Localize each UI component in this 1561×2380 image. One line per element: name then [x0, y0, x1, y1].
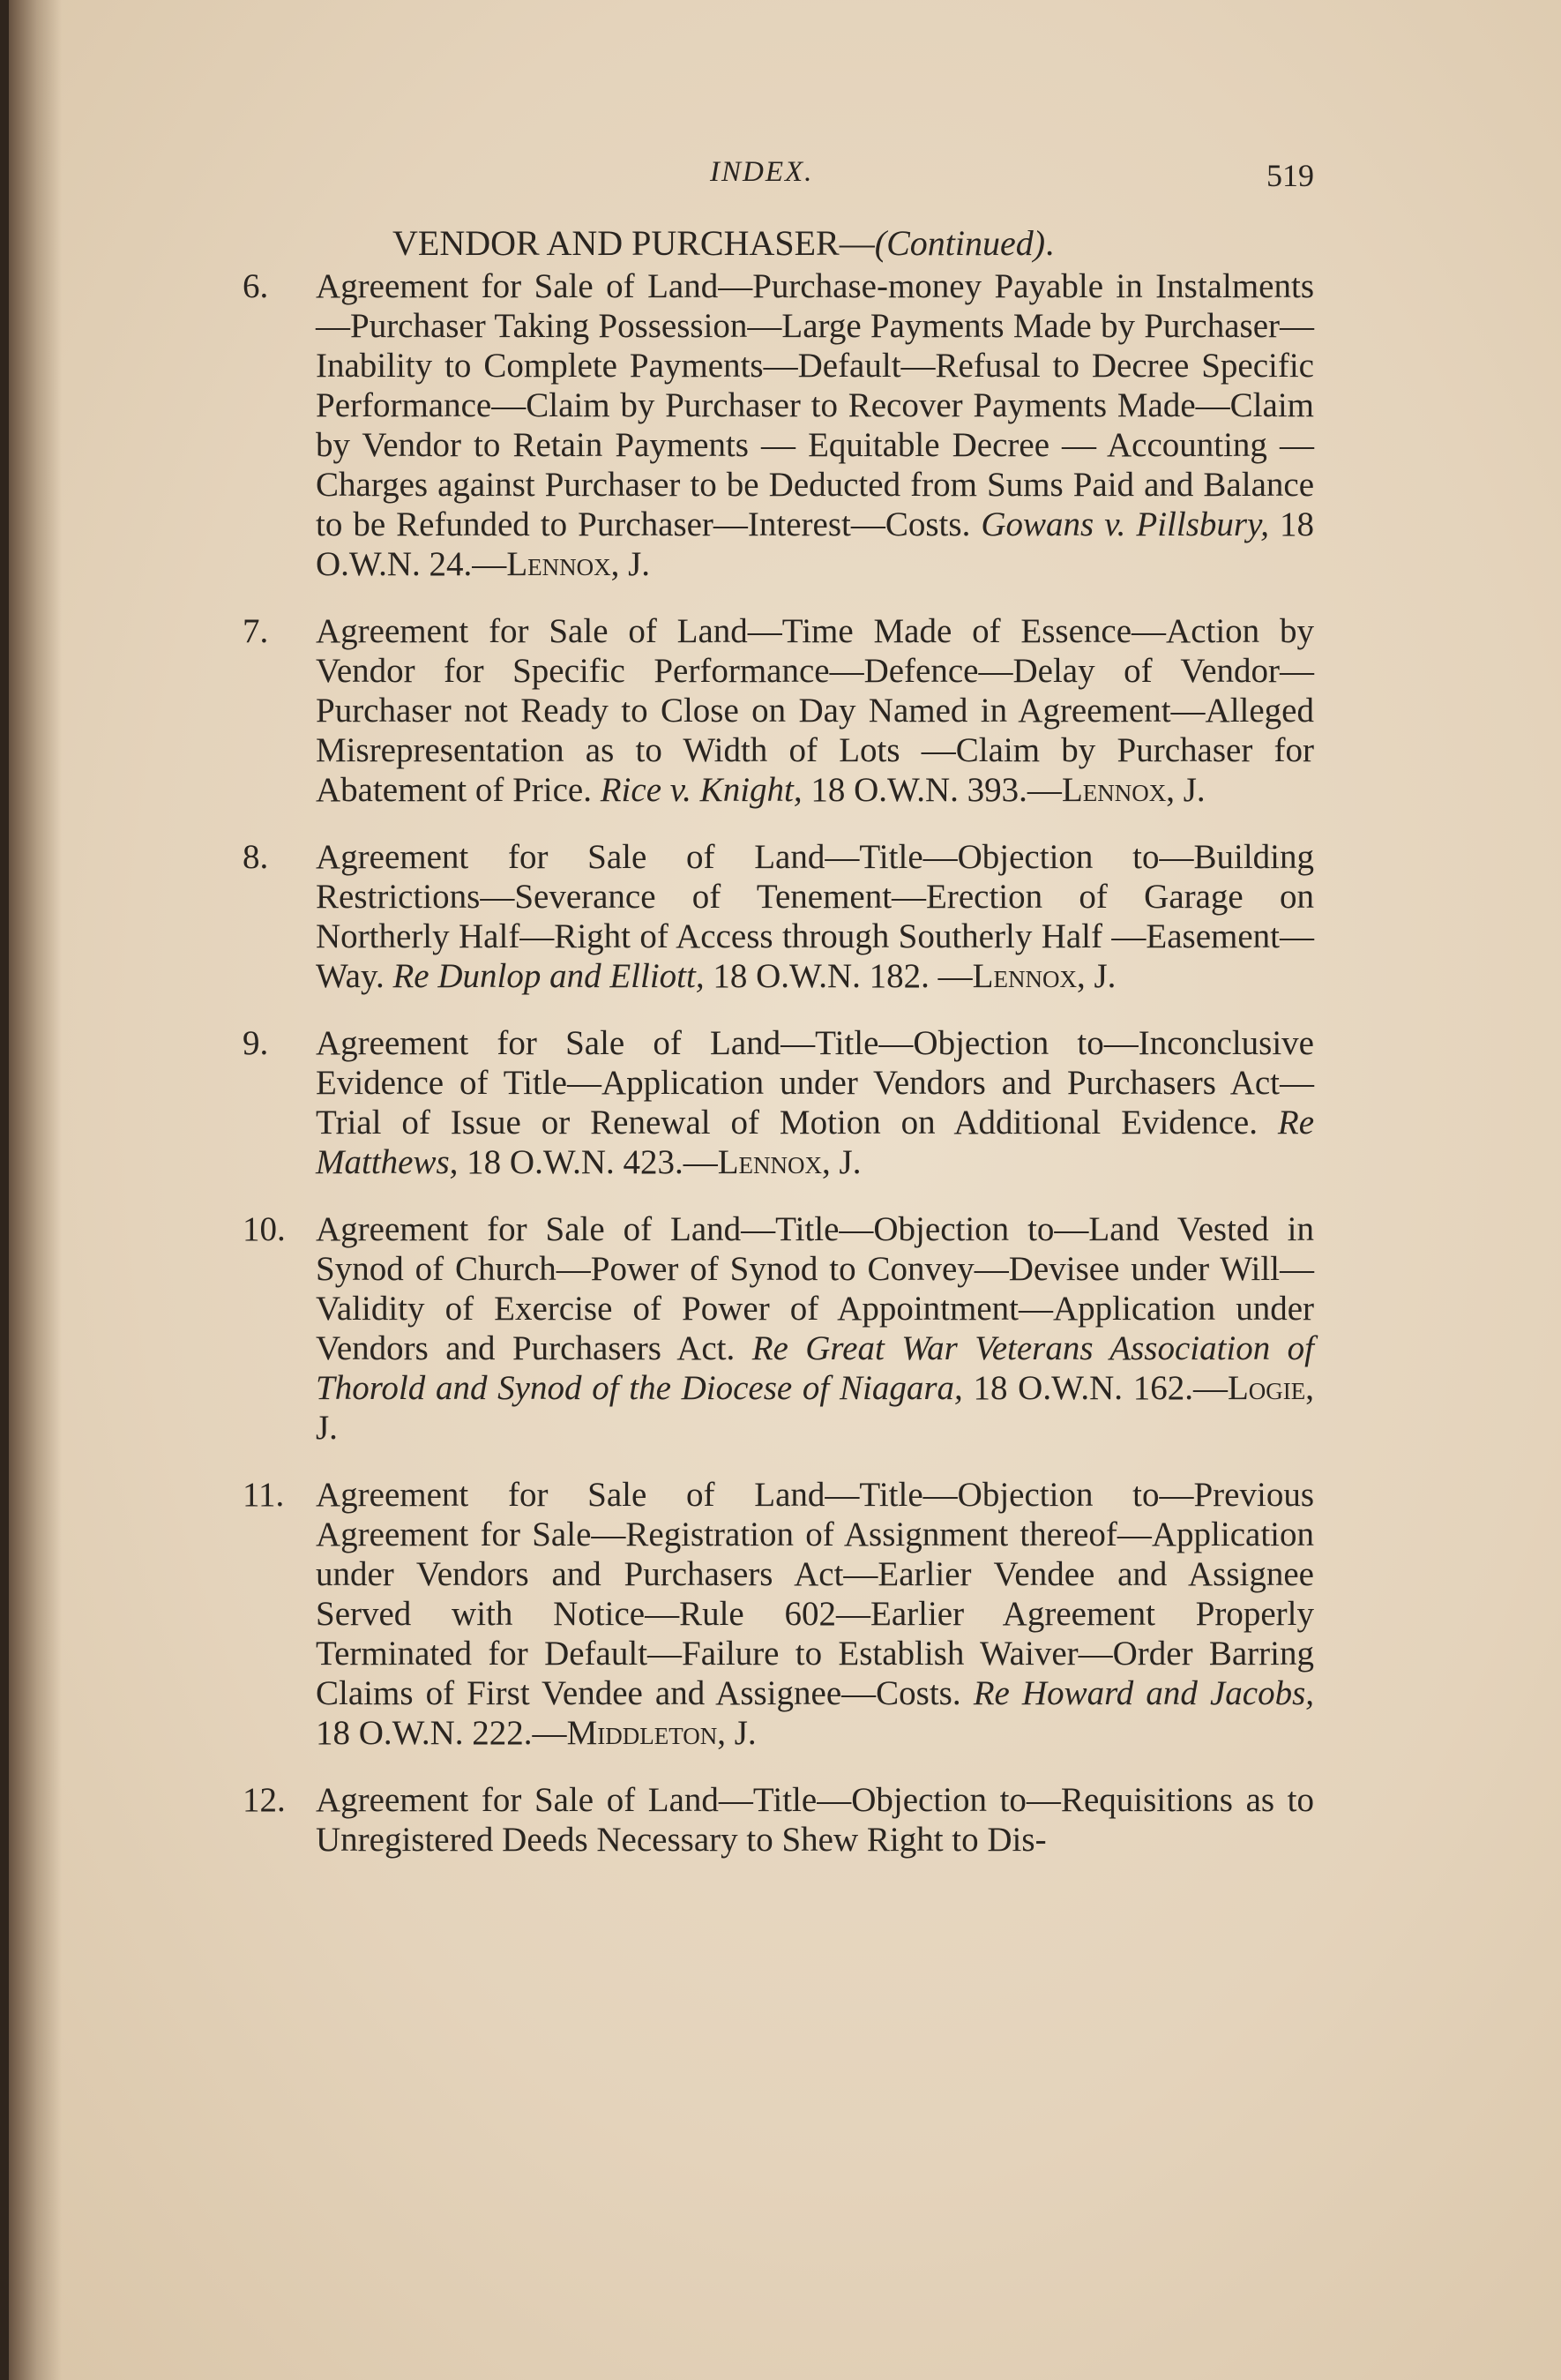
- entry-text: Agreement for Sale of Land—Time Made of Essence—Action by Vendor for Specific Performance—Defence—Delay of Vendor—Purchaser not Ready to Close on Day Named in Agreement—Alleged Misrepresentation as to Width of Lots —Claim by Purchaser for Abatement of Price.: [316, 612, 1314, 809]
- running-header-title: INDEX.: [710, 156, 814, 188]
- index-entry-11: [243, 1475, 1314, 1753]
- section-title-end: .: [1045, 223, 1055, 263]
- case-citation: 18 O.W.N. 222.—: [316, 1714, 567, 1752]
- index-entry-7: [243, 611, 1314, 810]
- judge-name: Logie, J.: [316, 1369, 1315, 1447]
- entry-text: Agreement for Sale of Land—Title—Objection to—Previous Agreement for Sale—Registration of Assignment thereof—Application under Vendors and Purchasers Act—Earlier Vendee and Assignee Served with Notice—Rule 602—Earlier Agreement Properly Terminated for Default—Failure to Establish Waiver—Order Barring Claims of First Vendee and Assignee—Costs.: [316, 1476, 1314, 1712]
- judge-name: Lennox, J.: [506, 545, 651, 583]
- entry-text: Agreement for Sale of Land—Title—Objection to—Requisitions as to Unregistered Deeds Necessary to Shew Right to Dis-: [316, 1781, 1314, 1859]
- case-citation: 18 O.W.N. 423.—: [467, 1143, 718, 1181]
- entry-text: Agreement for Sale of Land—Title—Objection to—Building Restrictions—Severance of Tenement—Erection of Garage on Northerly Half—Right of Access through Southerly Half —Easement—Way.: [316, 838, 1314, 995]
- case-name: Re Great War Veterans Association of Thorold and Synod of the Diocese of Niagara,: [316, 1329, 1315, 1407]
- entry-number: 12.: [243, 1781, 286, 1819]
- case-citation: 18 O.W.N. 393.—: [810, 771, 1062, 809]
- section-heading: [392, 223, 1314, 263]
- entry-text: Agreement for Sale of Land—Title—Objection to—Inconclusive Evidence of Title—Application under Vendors and Purchasers Act—Trial of Issue or Renewal of Motion on Additional Evidence.: [316, 1024, 1314, 1141]
- case-name: Re Howard and Jacobs,: [973, 1674, 1315, 1712]
- entry-number: 8.: [243, 838, 269, 876]
- case-name: Re Dunlop and Elliott,: [392, 957, 705, 995]
- index-entry-6: [243, 266, 1314, 584]
- index-entry-8: [243, 837, 1314, 996]
- book-binding-shadow: [0, 0, 62, 2380]
- index-entry-12: [243, 1780, 1314, 1860]
- index-entry-10: [243, 1209, 1314, 1448]
- entry-number: 9.: [243, 1024, 269, 1062]
- entry-number: 11.: [243, 1476, 285, 1514]
- entry-number: 10.: [243, 1210, 286, 1248]
- index-entry-9: [243, 1023, 1314, 1182]
- case-name: Gowans v. Pillsbury,: [981, 505, 1269, 543]
- running-header: [243, 146, 1314, 198]
- case-name: Rice v. Knight,: [600, 771, 803, 809]
- book-spine-edge: [0, 0, 9, 2380]
- entry-number: 7.: [243, 612, 269, 650]
- judge-name: Lennox, J.: [1061, 771, 1206, 809]
- section-title: VENDOR AND PURCHASER—: [392, 223, 875, 263]
- index-column: [243, 146, 1314, 1887]
- case-citation: 18 O.W.N. 24.—: [316, 505, 1314, 583]
- judge-name: Lennox, J.: [717, 1143, 862, 1181]
- case-citation: 18 O.W.N. 182. —: [713, 957, 973, 995]
- judge-name: Middleton, J.: [566, 1714, 757, 1752]
- entry-text: Agreement for Sale of Land—Purchase-money Payable in Instalments—Purchaser Taking Possession—Large Payments Made by Purchaser—Inability to Complete Payments—Default—Refusal to Decree Specific Performance—Claim by Purchaser to Recover Payments Made—Claim by Vendor to Retain Payments — Equitable Decree — Accounting — Charges against Purchaser to be Deducted from Sums Paid and Balance to be Refunded to Purchaser—Interest—Costs.: [316, 267, 1314, 543]
- section-continued-label: (Continued): [874, 223, 1046, 263]
- page-number: 519: [1266, 158, 1314, 193]
- case-citation: 18 O.W.N. 162.—: [973, 1369, 1228, 1407]
- case-name: Re Matthews,: [316, 1104, 1315, 1181]
- judge-name: Lennox, J.: [972, 957, 1117, 995]
- entry-number: 6.: [243, 267, 269, 305]
- entry-text: Agreement for Sale of Land—Title—Objection to—Land Vested in Synod of Church—Power of Synod to Convey—Devisee under Will—Validity of Exercise of Power of Appointment—Application under Vendors and Purchasers Act.: [316, 1210, 1314, 1367]
